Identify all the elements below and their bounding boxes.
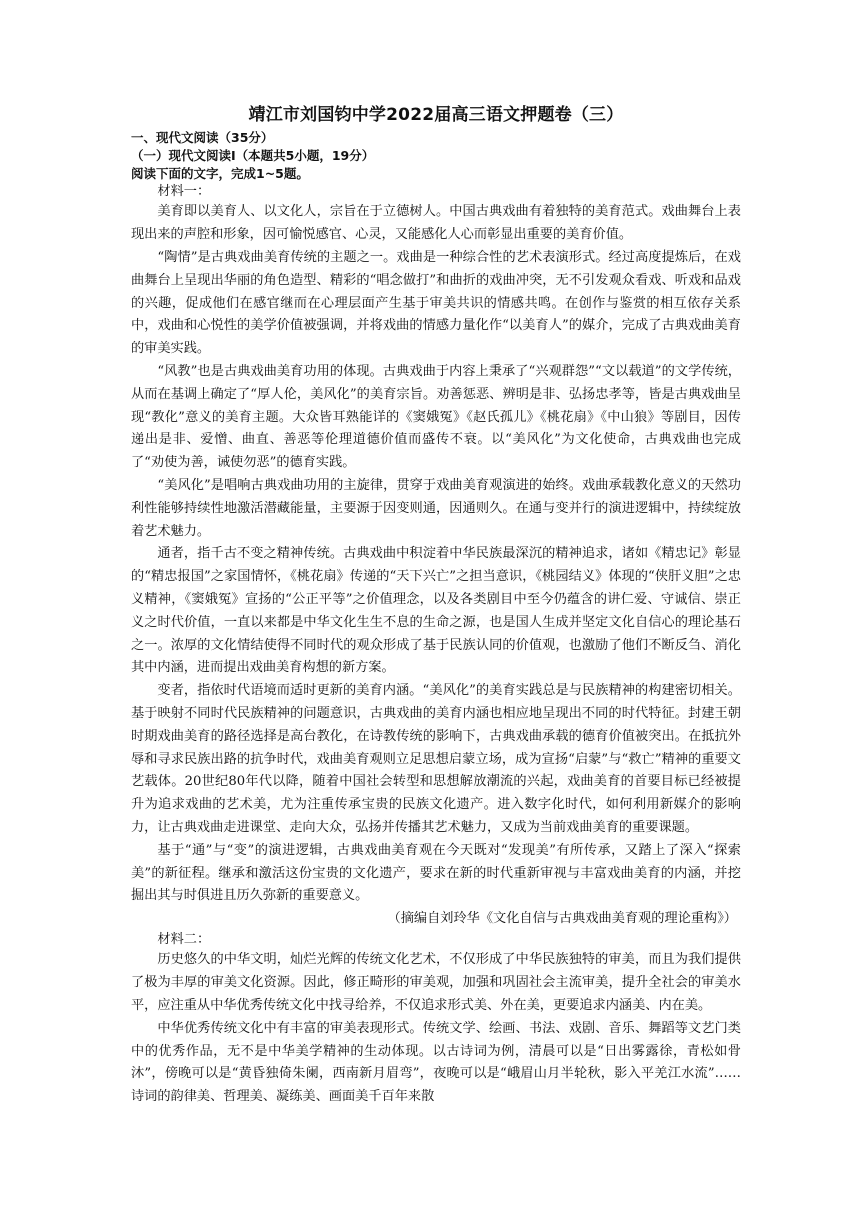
material-one-body xyxy=(131,201,741,908)
document-page xyxy=(131,103,741,1109)
material-two-label: 材料二： xyxy=(157,931,211,947)
material-one-source: （摘编自刘玲华《文化自信与古典戏曲美育观的理论重构》） xyxy=(387,911,737,927)
paragraph: 历史悠久的中华文明，灿烂光辉的传统文化艺术，不仅形成了中华民族独特的审美，而且为我们提供了极为丰厚的审美文化资源。因此，修正畸形的审美观，加强和巩固社会主流审美，提升全社会的审美水平，应注重从中华优秀传统文化中找寻给养，不仅追求形式美、外在美，更要追求内涵美、内在美。 xyxy=(131,952,741,1013)
material-two-body xyxy=(131,949,741,1109)
paragraph: 通者，指千古不变之精神传统。古典戏曲中积淀着中华民族最深沉的精神追求，诸如《精忠记》彰显的“精忠报国”之家国情怀，《桃花扇》传递的“天下兴亡”之担当意识，《桃园结义》体现的“侠肝义胆”之忠义精神，《窦娥冤》宣扬的“公正平等”之价值理念，以及各类剧目中至今仍蕴含的讲仁爱、守诚信、崇正义之时代价值，一直以来都是中华文化生生不息的生命之源，也是国人生成并坚定文化自信心的理论基石之一。浓厚的文化情结使得不同时代的观众形成了基于民族认同的价值观，也激励了他们不断反刍、消化其中内涵，进而提出戏曲美育构想的新方案。 xyxy=(131,546,741,676)
reading-instruction: 阅读下面的文字，完成1~5题。 xyxy=(131,166,309,181)
paragraph: 美育即以美育人、以文化人，宗旨在于立德树人。中国古典戏曲有着独特的美育范式。戏曲舞台上表现出来的声腔和形象，因可愉悦感官、心灵，又能感化人心而彰显出重要的美育价值。 xyxy=(131,204,741,243)
paragraph: “陶情”是古典戏曲美育传统的主题之一。戏曲是一种综合性的艺术表演形式。经过高度提炼后，在戏曲舞台上呈现出华丽的角色造型、精彩的“唱念做打”和曲折的戏曲冲突，无不引发观众看戏、听戏和品戏的兴趣，促成他们在感官继而在心理层面产生基于审美共识的情感共鸣。在创作与鉴赏的相互依存关系中，戏曲和心悦性的美学价值被强调，并将戏曲的情感力量化作“以美育人”的媒介，完成了古典戏曲美育的审美实践。 xyxy=(131,250,741,357)
material-one-label: 材料一： xyxy=(157,184,211,199)
document-title: 靖江市刘国钧中学2022届高三语文押题卷（三） xyxy=(248,105,624,125)
paragraph: 基于“通”与“变”的演进逻辑，古典戏曲美育观在今天既对“发现美”有所传承，又踏上了深入“探索美”的新征程。继承和激活这份宝贵的文化遗产，要求在新的时代重新审视与丰富戏曲美育的内涵，并挖掘出其与时俱进且历久弥新的重要意义。 xyxy=(131,842,741,904)
paragraph: 变者，指依时代语境而适时更新的美育内涵。“美风化”的美育实践总是与民族精神的构建密切相关。基于映射不同时代民族精神的问题意识，古典戏曲的美育内涵也相应地呈现出不同的时代特征。封建王朝时期戏曲美育的路径选择是高台教化，在诗教传统的影响下，古典戏曲承载的德育价值被突出。在抵抗外辱和寻求民族出路的抗争时代，戏曲美育观则立足思想启蒙立场，成为宣扬“启蒙”与“救亡”精神的重要文艺载体。20世纪80年代以降，随着中国社会转型和思想解放潮流的兴起，戏曲美育的首要目标已经被提升为追求戏曲的艺术美，尤为注重传承宝贵的民族文化遗产。进入数字化时代，如何利用新媒介的影响力，让古典戏曲走进课堂、走向大众，弘扬并传播其艺术魅力，又成为当前戏曲美育的重要课题。 xyxy=(131,683,741,835)
section-heading: 一、现代文阅读（35分） xyxy=(131,130,274,145)
paragraph: 中华优秀传统文化中有丰富的审美表现形式。传统文学、绘画、书法、戏剧、音乐、舞蹈等文艺门类中的优秀作品，无不是中华美学精神的生动体现。以古诗词为例，清晨可以是“日出雾露徐，青松如骨沐”，傍晚可以是“黄昏独倚朱阑，西南新月眉弯”，夜晚可以是“峨眉山月半轮秋，影入平羌江水流”……诗词的韵律美、哲理美、凝练美、画面美千百年来散 xyxy=(131,1020,741,1105)
subsection-heading: （一）现代文阅读Ⅰ（本题共5小题，19分） xyxy=(131,148,375,163)
paragraph: “美风化”是唱响古典戏曲功用的主旋律，贯穿于戏曲美育观演进的始终。戏曲承载教化意义的天然功利性能够持续性地激活潜藏能量，主要源于因变则通，因通则久。在通与变并行的演进逻辑中，持续绽放着艺术魅力。 xyxy=(131,477,741,539)
paragraph: “风教”也是古典戏曲美育功用的体现。古典戏曲于内容上秉承了“兴观群怨”“文以载道”的文学传统，从而在基调上确定了“厚人伦，美风化”的美育宗旨。劝善惩恶、辨明是非、弘扬忠孝等，皆是古典戏曲呈现“教化”意义的美育主题。大众皆耳熟能详的《窦娥冤》《赵氏孤儿》《桃花扇》《中山狼》等剧目，因传递出是非、爱憎、曲直、善恶等伦理道德价值而盛传不衰。以“美风化”为文化使命，古典戏曲也完成了“劝使为善，诫使勿恶”的德育实践。 xyxy=(131,363,741,471)
